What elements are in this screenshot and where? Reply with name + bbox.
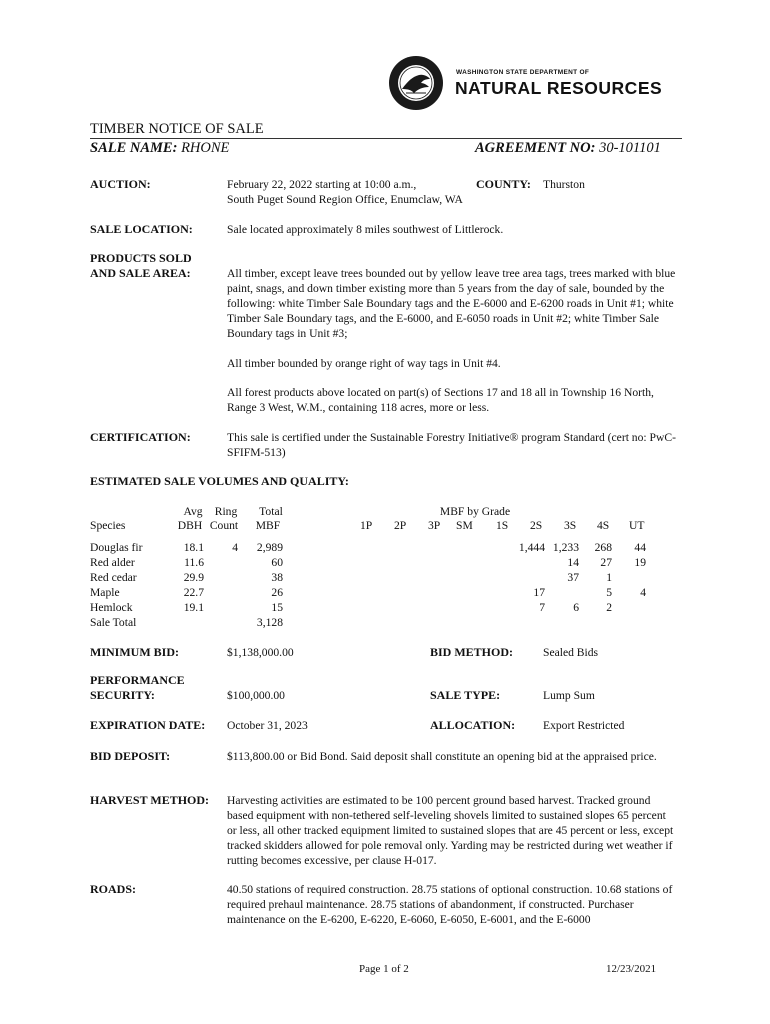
row-3s: 37	[567, 571, 579, 584]
row-dbh: 22.7	[183, 586, 204, 599]
minimum-bid-value: $1,138,000.00	[227, 646, 294, 659]
hdr-count: Count	[209, 519, 239, 532]
grade-sm: SM	[456, 519, 473, 532]
row-total: 26	[271, 586, 283, 599]
row-ring: 4	[232, 541, 238, 554]
sale-type-label: SALE TYPE:	[430, 688, 501, 702]
grade-4s: 4S	[597, 519, 610, 532]
row-4s: 268	[594, 541, 612, 554]
sale-name-label: SALE NAME:	[90, 140, 178, 156]
row-4s: 5	[606, 586, 612, 599]
sale-total-value: 3,128	[256, 616, 283, 629]
grade-3s: 3S	[564, 519, 577, 532]
auction-line1: February 22, 2022 starting at 10:00 a.m.,	[227, 178, 417, 191]
agreement-value: 30-101101	[599, 140, 661, 156]
hdr-mbf-grade: MBF by Grade	[439, 505, 511, 518]
performance-value: $100,000.00	[227, 689, 285, 702]
title-rule	[90, 138, 682, 139]
row-ut: 44	[634, 541, 646, 554]
bid-deposit-text: $113,800.00 or Bid Bond. Said deposit shall constitute an opening bid at the appraised price.	[227, 750, 657, 763]
allocation-label: ALLOCATION:	[430, 718, 516, 732]
grade-ut: UT	[629, 519, 645, 532]
agreement-label: AGREEMENT NO:	[475, 140, 596, 156]
row-3s: 1,233	[552, 541, 579, 554]
performance-label-line1: PERFORMANCE	[90, 673, 185, 687]
logo-line2: NATURAL RESOURCES	[455, 78, 663, 98]
logo-line1: WASHINGTON STATE DEPARTMENT OF	[456, 69, 590, 76]
auction-line2: South Puget Sound Region Office, Enumclaw, WA	[227, 193, 463, 206]
expiration-value: October 31, 2023	[227, 719, 308, 732]
hdr-ring: Ring	[214, 505, 238, 518]
row-species: Hemlock	[90, 601, 133, 614]
dnr-seal-icon	[388, 55, 444, 111]
allocation-value: Export Restricted	[543, 719, 625, 732]
harvest-method-label: HARVEST METHOD:	[90, 793, 210, 807]
minimum-bid-label: MINIMUM BID:	[90, 645, 179, 659]
row-species: Red cedar	[90, 571, 137, 584]
row-ut: 4	[640, 586, 646, 599]
row-4s: 27	[600, 556, 612, 569]
bid-deposit-label: BID DEPOSIT:	[90, 749, 171, 763]
row-total: 2,989	[256, 541, 283, 554]
row-dbh: 19.1	[183, 601, 204, 614]
row-2s: 1,444	[518, 541, 545, 554]
certification-text: This sale is certified under the Sustainable Forestry Initiative® program Standard (cert no: PwC-SFIFM-513)	[227, 431, 676, 459]
row-2s: 7	[539, 601, 545, 614]
grade-3p: 3P	[428, 519, 441, 532]
grade-1p: 1P	[360, 519, 373, 532]
page-number: Page 1 of 2	[359, 963, 409, 975]
sale-location-text: Sale located approximately 8 miles southwest of Littlerock.	[227, 223, 504, 236]
footer-date: 12/23/2021	[606, 963, 657, 975]
row-ut: 19	[634, 556, 646, 569]
county-value: Thurston	[543, 178, 585, 191]
grade-2s: 2S	[530, 519, 543, 532]
products-label-line2: AND SALE AREA:	[90, 266, 191, 280]
certification-label: CERTIFICATION:	[90, 430, 191, 444]
roads-label: ROADS:	[90, 882, 137, 896]
sale-total-label: Sale Total	[90, 616, 137, 629]
sale-type-value: Lump Sum	[543, 689, 595, 702]
row-3s: 14	[567, 556, 579, 569]
hdr-avg: Avg	[183, 505, 203, 518]
row-total: 60	[271, 556, 283, 569]
products-para1: All timber, except leave trees bounded out by yellow leave tree area tags, trees marked with blue paint, snags, and down timber existing more than 5 years from the day of sale, bounded by the following: white Timber Sale Boundary tags and the E-6000 and E-6200 roads in Unit #1; white Timber Sale Boundary tags, and the E-6000, and E-6050 roads in Unit #2; white Timber Sale Boundary tags in Unit #3;	[227, 267, 676, 340]
row-total: 38	[271, 571, 283, 584]
bid-method-value: Sealed Bids	[543, 646, 599, 659]
hdr-total: Total	[259, 505, 283, 518]
county-label: COUNTY:	[476, 177, 531, 191]
dnr-logo	[388, 55, 673, 113]
row-species: Douglas fir	[90, 541, 143, 554]
volumes-heading: ESTIMATED SALE VOLUMES AND QUALITY:	[90, 474, 349, 488]
row-3s: 6	[573, 601, 579, 614]
expiration-label: EXPIRATION DATE:	[90, 718, 206, 732]
row-4s: 1	[606, 571, 612, 584]
notice-title: TIMBER NOTICE OF SALE	[90, 121, 264, 137]
auction-label: AUCTION:	[90, 177, 151, 191]
row-dbh: 11.6	[184, 556, 204, 569]
sale-location-label: SALE LOCATION:	[90, 222, 193, 236]
row-4s: 2	[606, 601, 612, 614]
performance-label-line2: SECURITY:	[90, 688, 155, 702]
row-species: Maple	[90, 586, 120, 599]
roads-text: 40.50 stations of required construction. 28.75 stations of optional construction. 10.68 stations of required prehaul maintenance. 28.75 stations of abandonment, if constructed. Purchaser maintenance on the E-6200, E-6220, E-6060, E-6050, E-6001, and the E-6000	[227, 883, 673, 926]
hdr-mbf: MBF	[255, 519, 281, 532]
hdr-species: Species	[90, 519, 126, 532]
products-para3: All forest products above located on part(s) of Sections 17 and 18 all in Township 16 North, Range 3 West, W.M., containing 118 acres, more or less.	[227, 386, 654, 414]
agreement-number	[475, 140, 661, 157]
grade-2p: 2P	[394, 519, 407, 532]
products-label-line1: PRODUCTS SOLD	[90, 251, 192, 265]
row-dbh: 29.9	[183, 571, 204, 584]
row-2s: 17	[533, 586, 545, 599]
sale-name	[90, 140, 229, 157]
products-para2: All timber bounded by orange right of way tags in Unit #4.	[227, 357, 501, 370]
bid-method-label: BID METHOD:	[430, 645, 514, 659]
row-total: 15	[271, 601, 283, 614]
row-dbh: 18.1	[183, 541, 204, 554]
harvest-method-text: Harvesting activities are estimated to be 100 percent ground based harvest. Tracked ground based equipment with non-tethered self-leveling shovels limited to sustained slopes 65 percent or less, all other tracked equipment limited to sustained slopes that are 45 percent or less, except tracked skidders allowed for pole removal only. Yarding may be restricted during wet weather if rutting becomes excessive, per clause H-017.	[227, 794, 674, 867]
grade-1s: 1S	[496, 519, 509, 532]
row-species: Red alder	[90, 556, 135, 569]
sale-name-value: RHONE	[181, 140, 230, 156]
hdr-dbh: DBH	[177, 519, 203, 532]
